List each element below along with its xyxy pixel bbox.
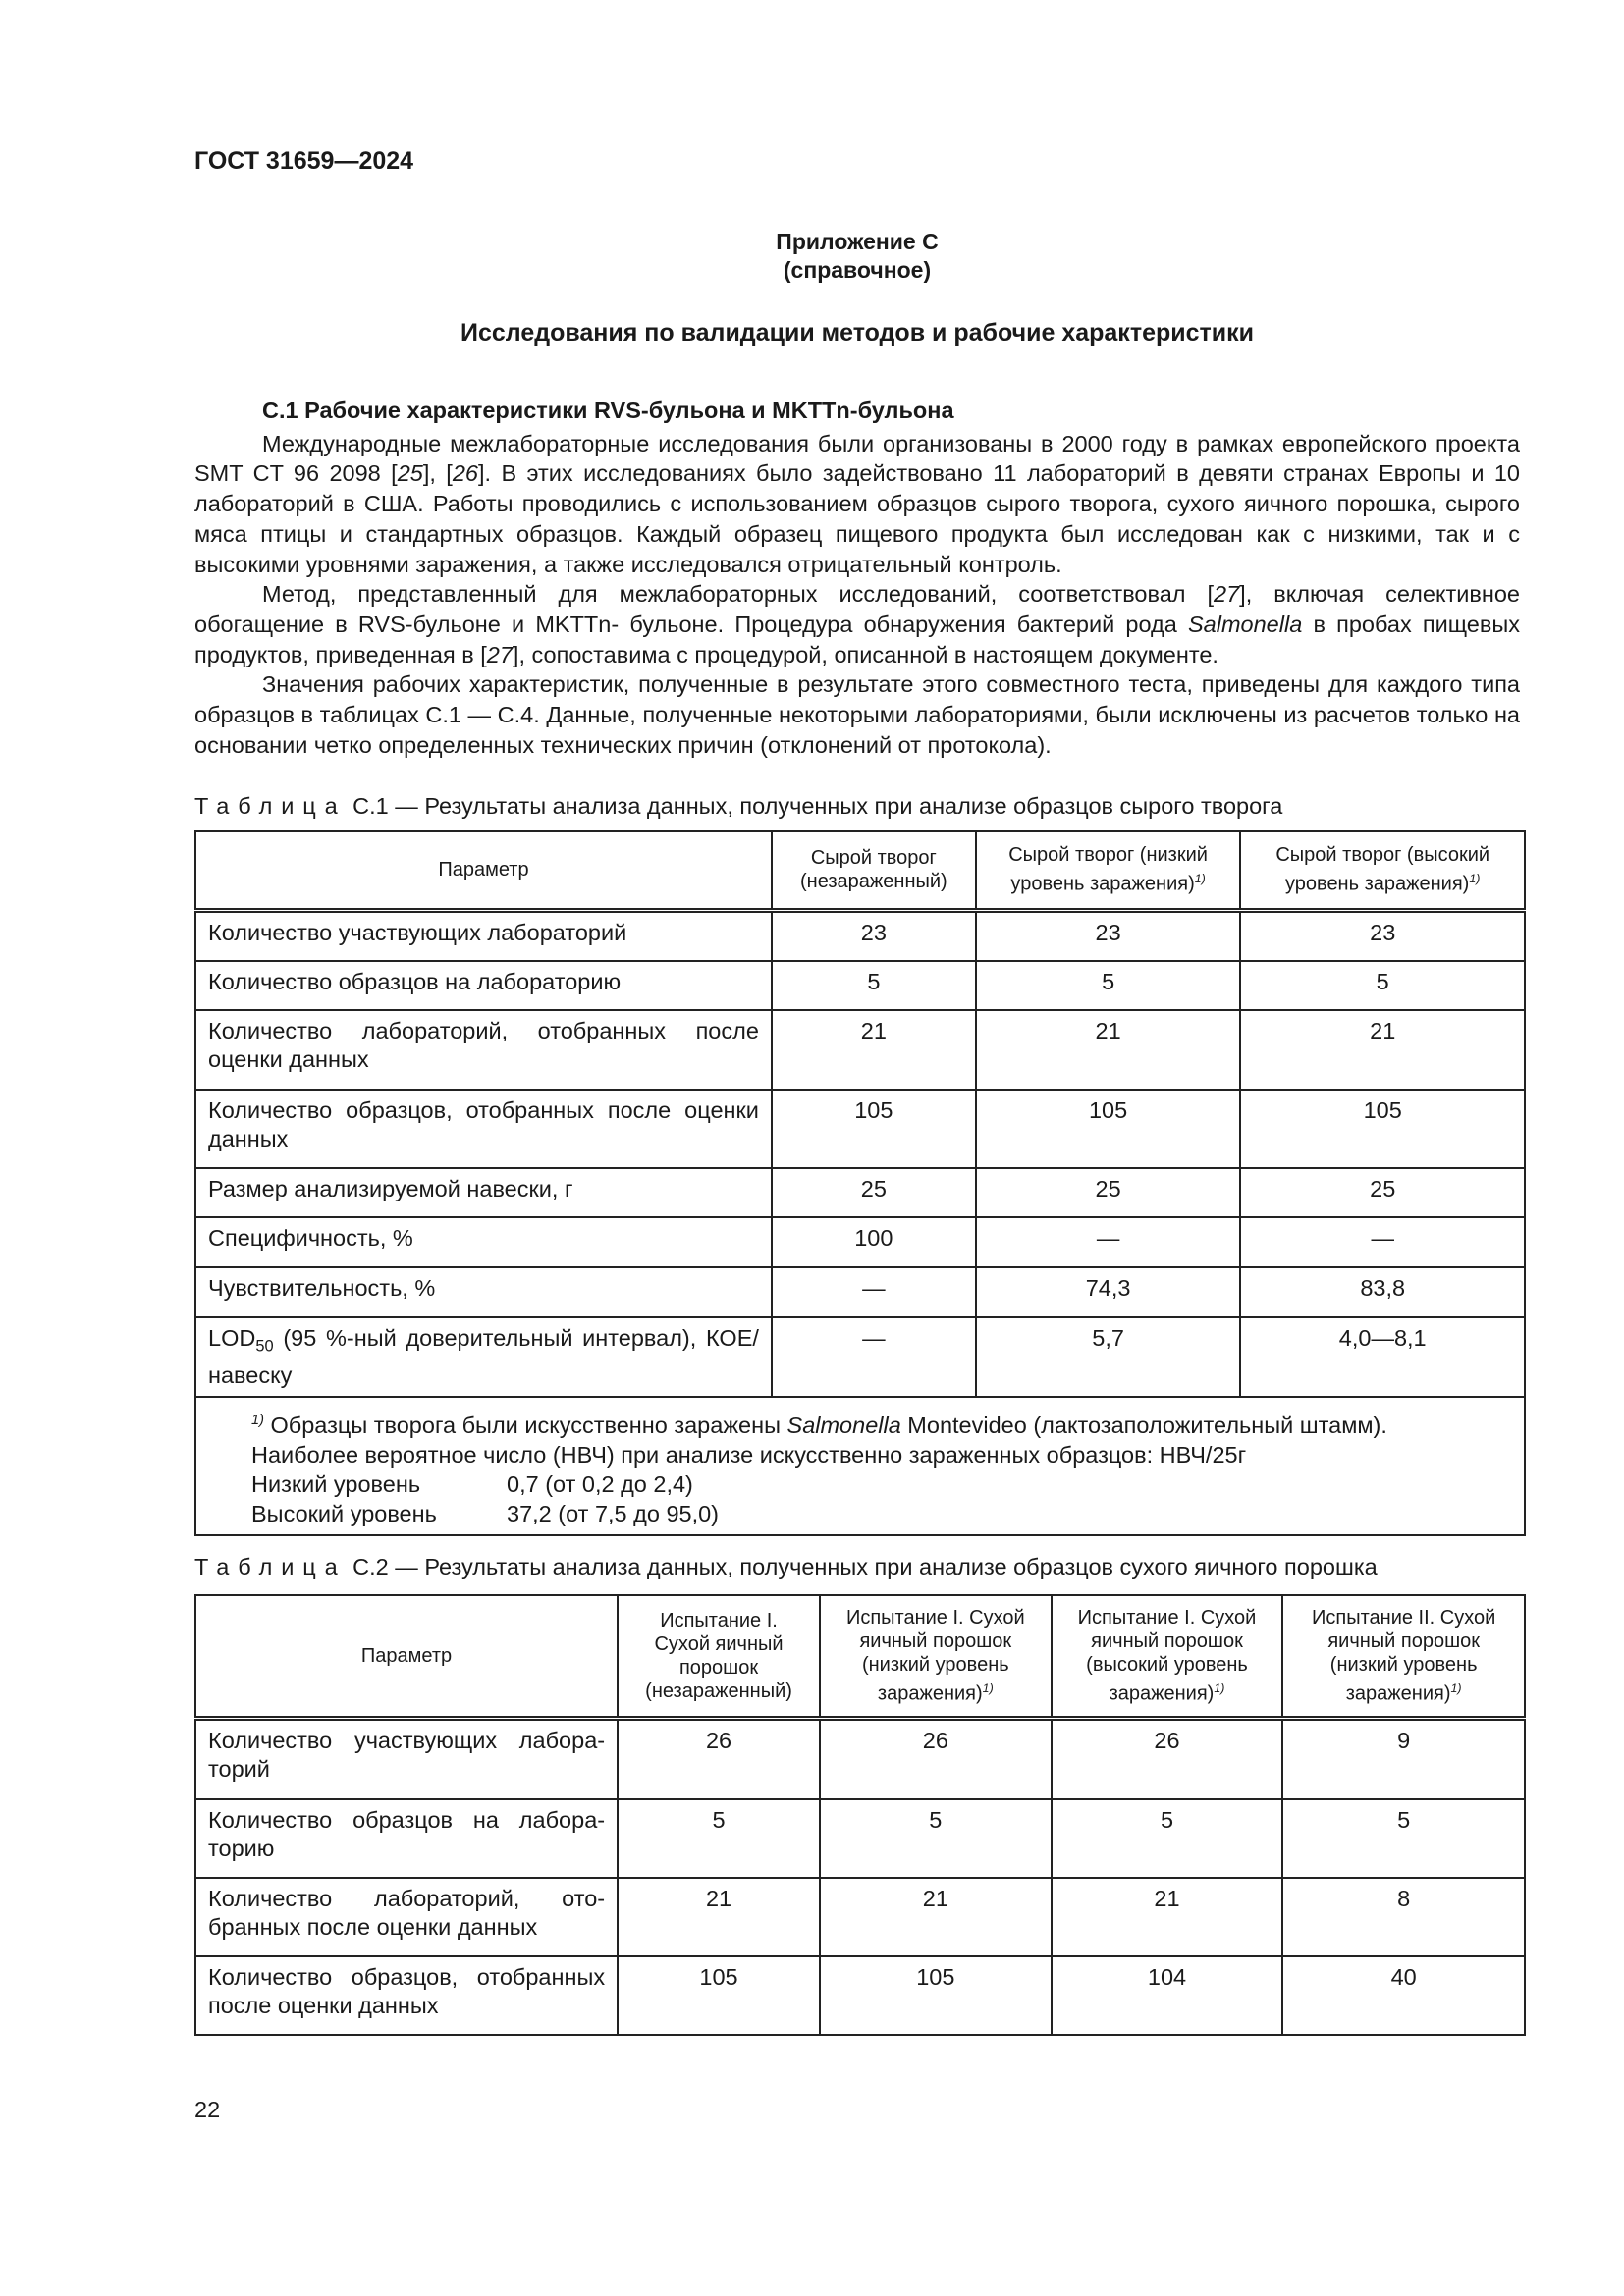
row-param: Количество участвующих лабораторий [195, 910, 772, 961]
row-param-lod: $LOD_{50}$ (95 %-ный доверительный интервал), КОЕ/навеску [195, 1317, 772, 1397]
cell-value: 21 [772, 1010, 976, 1090]
table1-caption: Таблица С.1 — Результаты анализа данных, полученных при анализе образцов сырого творога [194, 793, 1283, 819]
cell-value: 40 [1282, 1956, 1525, 2035]
cell-value: 25 [772, 1168, 976, 1217]
reference: 27 [486, 641, 513, 667]
document-code: ГОСТ 31659—2024 [194, 147, 414, 175]
table2-header-col1: Испытание I. Сухой яичный порошок (незараженный) [618, 1595, 820, 1718]
species-name: Salmonella [1188, 611, 1303, 637]
cell-value: 105 [820, 1956, 1052, 2035]
cell-value: 21 [618, 1878, 820, 1956]
cell-value: 25 [1240, 1168, 1525, 1217]
table-row [195, 1878, 1525, 1956]
cell-value: 26 [618, 1718, 820, 1799]
cell-value: 21 [820, 1878, 1052, 1956]
row-param: Количество участвующих лабораторий [195, 1718, 618, 1799]
cell-value: 105 [976, 1090, 1241, 1168]
cell-value: 23 [1240, 910, 1525, 961]
cell-value: 5 [1052, 1799, 1283, 1878]
cell-value: 5 [618, 1799, 820, 1878]
table-row [195, 1168, 1525, 1217]
cell-value: 74,3 [976, 1267, 1241, 1317]
annex-label: Приложение С [776, 229, 939, 254]
cell-value: 104 [1052, 1956, 1283, 2035]
table1-header-col1: Сырой творог (незараженный) [772, 831, 976, 910]
table1-header-col3: Сырой творог (высокий уровень заражения)$^{1)}$ [1240, 831, 1525, 910]
cell-value: 4,0—8,1 [1240, 1317, 1525, 1397]
page-number: 22 [194, 2097, 221, 2122]
paragraph-3: Значения рабочих характеристик, полученные в результате этого совместного теста, приведены для каждого типа образцов в таблицах С.1 — С.4. Данные, полученные некоторыми лабораториями, были исключены из расчетов только на основании четко определенных технических причин (отклонений от протокола). [194, 671, 1520, 758]
cell-value: 105 [1240, 1090, 1525, 1168]
paragraph-1: Международные межлабораторные исследования были организованы в 2000 году в рамках европейского проекта SMT CT 96 2098 [25], [26]. В этих исследованиях было задействовано 11 лабораторий в девяти странах Европы и 10 лабораторий в США. Работы проводились с использованием образцов сырого творога, сухого яичного порошка, сырого мяса птицы и стандартных образцов. Каждый образец пищевого продукта был исследован как с низкими, так и с высокими уровнями заражения, а также исследовался отрицательный контроль. [194, 430, 1520, 577]
cell-value: 8 [1282, 1878, 1525, 1956]
cell-value: 9 [1282, 1718, 1525, 1799]
cell-value: 26 [820, 1718, 1052, 1799]
cell-value: 21 [1240, 1010, 1525, 1090]
cell-value: 105 [618, 1956, 820, 2035]
table1-header-col2: Сырой творог (низкий уровень заражения)$^{1)}$ [976, 831, 1241, 910]
cell-value: — [1240, 1217, 1525, 1267]
cell-value: 5 [820, 1799, 1052, 1878]
row-param: Количество образцов на лабораторию [195, 961, 772, 1010]
row-param: Чувствительность, % [195, 1267, 772, 1317]
annex-type: (справочное) [783, 257, 932, 283]
row-param: Количество лабораторий, отобранных после оценки данных [195, 1878, 618, 1956]
reference: 27 [1214, 581, 1240, 608]
table2-header-col2: Испытание I. Сухой яичный порошок (низкий уровень заражения)$^{1)}$ [820, 1595, 1052, 1718]
table2-header-col3: Испытание I. Сухой яичный порошок (высокий уровень заражения)$^{1)}$ [1052, 1595, 1283, 1718]
row-param: Количество лабораторий, отобранных после оценки данных [195, 1010, 772, 1090]
table-row [195, 1090, 1525, 1168]
cell-value: 5 [1282, 1799, 1525, 1878]
table1 [194, 830, 1526, 1536]
table-row [195, 1010, 1525, 1090]
annex-title [194, 228, 1520, 285]
row-param: Размер анализируемой навески, г [195, 1168, 772, 1217]
cell-value: 100 [772, 1217, 976, 1267]
row-param: Количество образцов на лабораторию [195, 1799, 618, 1878]
cell-value: — [772, 1317, 976, 1397]
row-param: Количество образцов, отобранных после оценки данных [195, 1956, 618, 2035]
table1-header-param: Параметр [195, 831, 772, 910]
row-param: Специфичность, % [195, 1217, 772, 1267]
cell-value: — [976, 1217, 1241, 1267]
cell-value: 25 [976, 1168, 1241, 1217]
paragraph-2: Метод, представленный для межлабораторных исследований, соответствовал [27], включая селективное обогащение в RVS-бульоне и MKTTn- бульоне. Процедура обнаружения бактерий рода Salmonella в пробах пищевых продуктов, приведенная в [27], сопоставима с процедурой, описанной в настоящем документе. [194, 581, 1521, 667]
cell-value: 23 [976, 910, 1241, 961]
cell-value: 5,7 [976, 1317, 1241, 1397]
cell-value: 5 [772, 961, 976, 1010]
table-row [195, 961, 1525, 1010]
table2 [194, 1594, 1526, 2036]
section-title: Исследования по валидации методов и рабочие характеристики [460, 319, 1255, 347]
table2-header-col4: Испытание II. Сухой яичный порошок (низкий уровень заражения)$^{1)}$ [1282, 1595, 1525, 1718]
reference: 26 [452, 460, 478, 487]
cell-value: 23 [772, 910, 976, 961]
cell-value: 21 [976, 1010, 1241, 1090]
cell-value: 21 [1052, 1878, 1283, 1956]
subsection-heading: С.1 Рабочие характеристики RVS-бульона и MKTTn-бульона [262, 398, 954, 423]
table-row [195, 1718, 1525, 1799]
table-row [195, 1317, 1525, 1397]
table2-header-param: Параметр [195, 1595, 618, 1718]
table-row [195, 1799, 1525, 1878]
table-row [195, 1217, 1525, 1267]
table1-footnote: $^{1)}$ Образцы творога были искусственно заражены Salmonella Montevideo (лактозаположительный штамм). Наиболее вероятное число (НВЧ) при анализе искусственно зараженных образцов: НВЧ/25г Низкий уровень 0,7 (от 0,2 до 2,4) Высокий уровень 37,2 (от 7,5 до 95,0) [195, 1397, 1525, 1535]
table-row [195, 1267, 1525, 1317]
cell-value: 105 [772, 1090, 976, 1168]
cell-value: 5 [1240, 961, 1525, 1010]
table2-caption: Таблица С.2 — Результаты анализа данных, полученных при анализе образцов сухого яичного порошка [194, 1554, 1378, 1579]
cell-value: 5 [976, 961, 1241, 1010]
row-param: Количество образцов, отобранных после оценки данных [195, 1090, 772, 1168]
cell-value: — [772, 1267, 976, 1317]
reference: 25 [397, 460, 423, 487]
table-row [195, 910, 1525, 961]
table-row [195, 1956, 1525, 2035]
cell-value: 83,8 [1240, 1267, 1525, 1317]
cell-value: 26 [1052, 1718, 1283, 1799]
section-body [194, 396, 1520, 760]
